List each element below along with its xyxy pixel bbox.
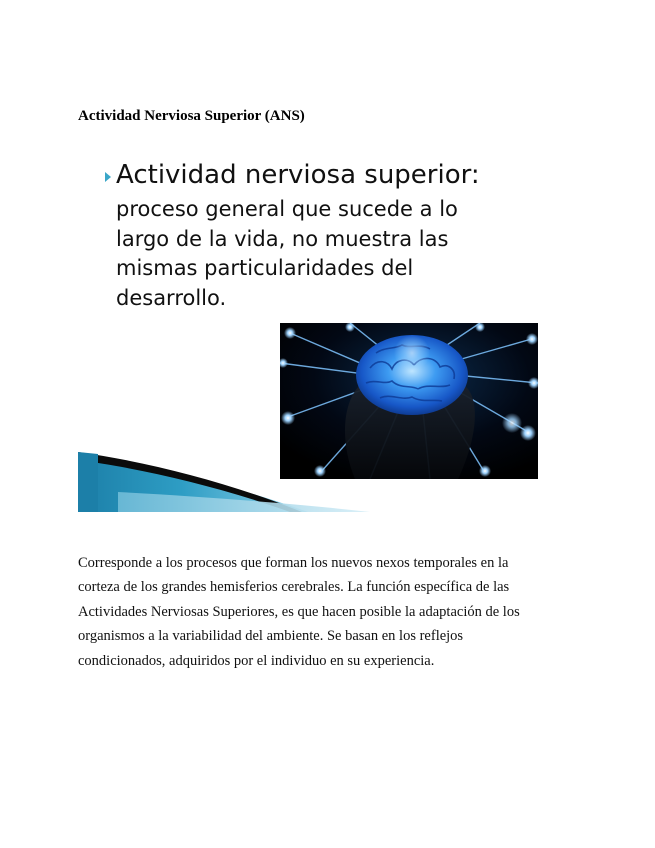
body-paragraph	[78, 551, 578, 673]
slide-body-line: desarrollo.	[116, 285, 227, 310]
paragraph-line: corteza de los grandes hemisferios cerebrales. La función específica de las	[78, 579, 510, 596]
page-title: Actividad Nerviosa Superior (ANS)	[78, 108, 305, 124]
slide-body-line: largo de la vida, no muestra las	[116, 226, 449, 251]
paragraph-line: organismos a la variabilidad del ambiente. Se basan en los reflejos	[78, 628, 464, 645]
slide-body	[116, 195, 536, 313]
decorative-swoosh-icon	[78, 452, 378, 512]
embedded-slide	[78, 150, 548, 512]
paragraph-line: Actividades Nerviosas Superiores, es que hacen posible la adaptación de los	[78, 603, 520, 620]
slide-body-line: mismas particularidades del	[116, 256, 414, 280]
slide-body-line: proceso general que sucede a lo	[116, 197, 458, 221]
bullet-arrow-icon	[105, 172, 111, 182]
paragraph-line: condicionados, adquiridos por el individuo en su experiencia.	[78, 652, 435, 669]
slide-heading: Actividad nerviosa superior:	[116, 160, 480, 190]
paragraph-line: Corresponde a los procesos que forman los nuevos nexos temporales en la	[78, 555, 509, 571]
